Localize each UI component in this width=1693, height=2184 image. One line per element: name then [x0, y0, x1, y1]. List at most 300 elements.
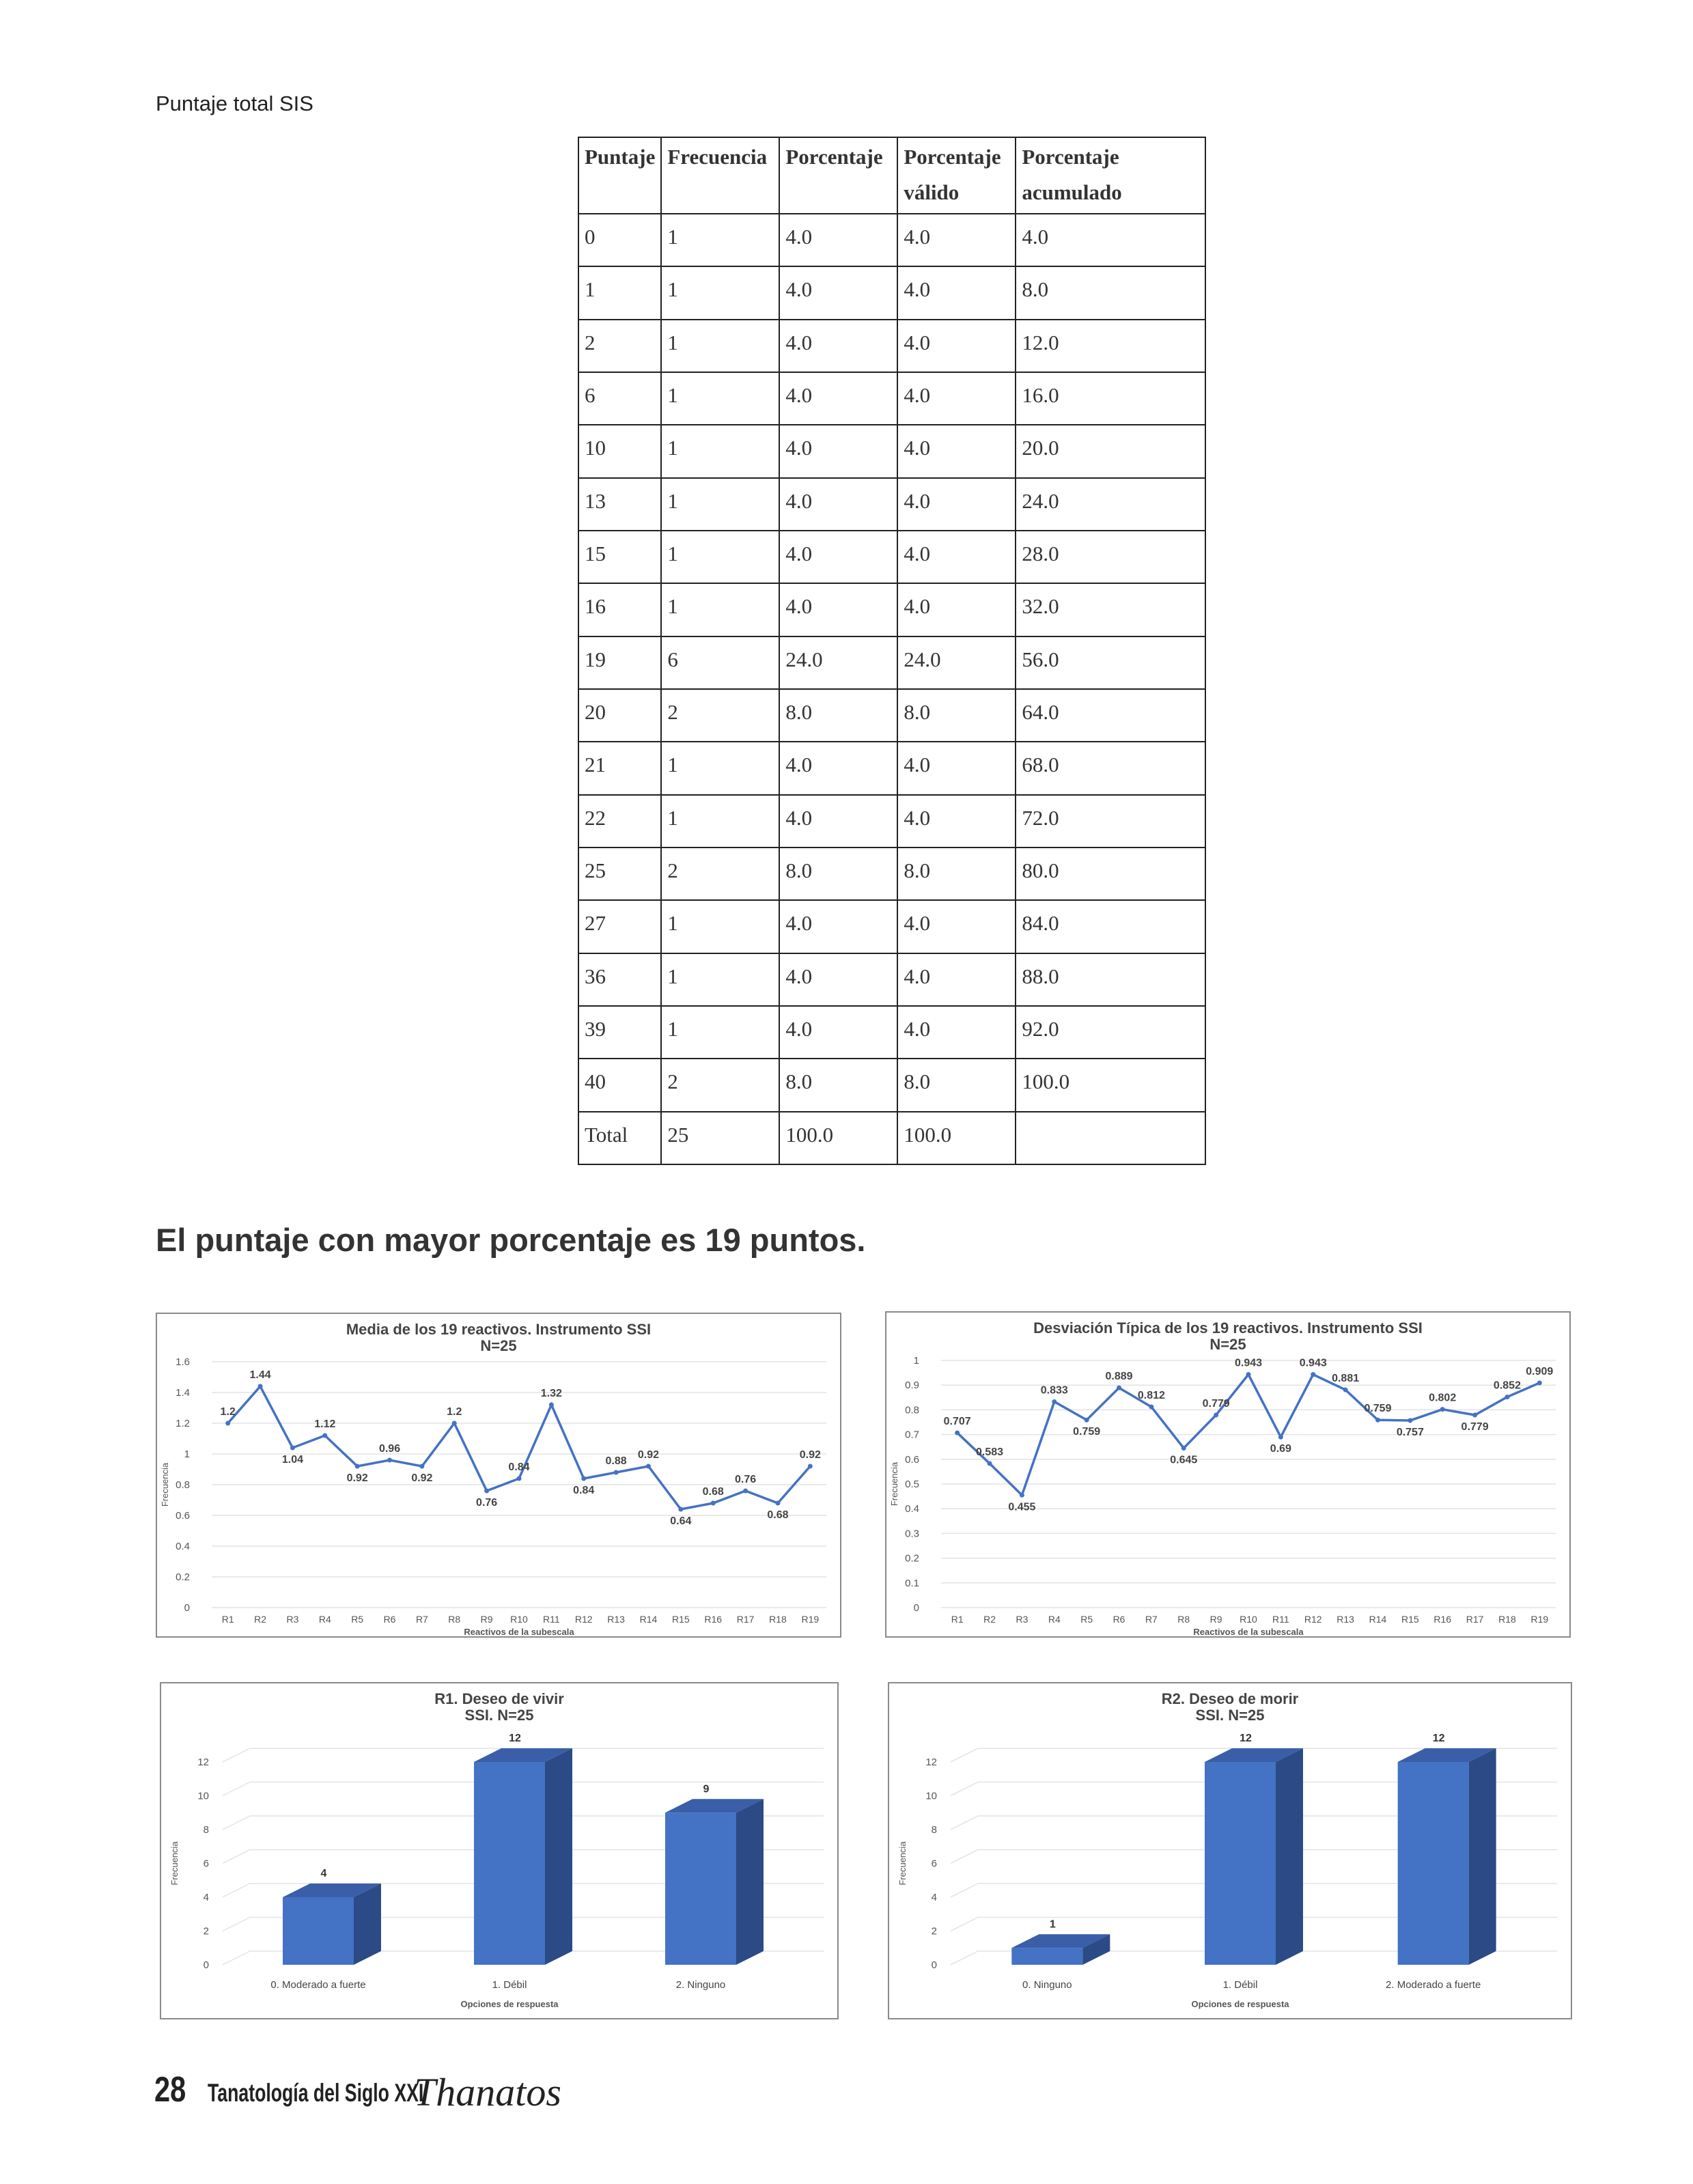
y-tick-label: 2: [203, 1925, 209, 1937]
table-cell: 4.0: [897, 795, 1016, 848]
data-label: 0.92: [346, 1472, 368, 1484]
table-cell: 88.0: [1016, 953, 1205, 1006]
conclusion-text: El puntaje con mayor porcentaje es 19 puntos.: [156, 1222, 866, 1258]
bar-side: [736, 1799, 764, 1965]
y-axis-label: Frecuencia: [897, 1841, 908, 1886]
table-row: [578, 372, 1205, 425]
bar: [474, 1762, 545, 1965]
data-label: 0.68: [702, 1486, 724, 1498]
data-point: [452, 1421, 457, 1426]
table-cell: 21: [578, 742, 661, 794]
data-label: 0.909: [1526, 1365, 1554, 1377]
header-porcentaje: Porcentaje: [779, 137, 897, 214]
table-cell: 2: [578, 320, 661, 372]
table-cell: 1: [661, 214, 779, 266]
table-row: [578, 953, 1205, 1006]
data-label: 1.44: [249, 1369, 271, 1381]
chart-title: Media de los 19 reactivos. Instrumento SSI: [346, 1321, 652, 1338]
table-cell: 4.0: [779, 478, 897, 531]
y-tick-label: 12: [197, 1756, 209, 1768]
data-label: 0.757: [1396, 1426, 1424, 1438]
header-porcentaje-acumulado: Porcentaje acumulado: [1016, 137, 1205, 214]
table-row: [578, 266, 1205, 319]
section-label: Puntaje total SIS: [156, 92, 313, 115]
table-cell: 4.0: [897, 900, 1016, 953]
table-cell: 4.0: [897, 214, 1016, 266]
table-row: [578, 795, 1205, 848]
y-tick-label: 2: [931, 1925, 937, 1937]
data-point: [1440, 1407, 1445, 1412]
data-label: 0.69: [1270, 1443, 1291, 1455]
table-cell: 4.0: [897, 425, 1016, 477]
y-tick-label: 0.3: [905, 1528, 919, 1540]
data-label: 9: [703, 1783, 710, 1795]
data-point: [775, 1501, 780, 1506]
chart-media-svg: [157, 1314, 840, 1636]
data-point: [1052, 1399, 1057, 1404]
data-point: [1149, 1405, 1153, 1410]
data-point: [355, 1464, 360, 1469]
table-cell: 4.0: [779, 320, 897, 372]
x-tick-label: R10: [1240, 1614, 1257, 1625]
x-tick-label: R8: [448, 1614, 461, 1625]
y-tick-label: 1.4: [176, 1387, 190, 1399]
x-tick-label: R15: [1401, 1614, 1419, 1625]
table-cell: 4.0: [779, 900, 897, 953]
data-point: [581, 1476, 586, 1481]
x-tick-label: R2: [254, 1614, 267, 1625]
data-point: [988, 1461, 992, 1466]
table-cell: 4.0: [897, 583, 1016, 636]
x-tick-label: 1. Débil: [492, 1979, 527, 1991]
table-cell: 1: [661, 266, 779, 319]
data-label: 0.68: [767, 1509, 789, 1521]
data-label: 12: [1432, 1733, 1445, 1744]
table-cell: 4.0: [779, 214, 897, 266]
data-label: 0.92: [799, 1449, 821, 1461]
table-cell: 4.0: [779, 425, 897, 477]
data-label: 1.32: [540, 1388, 562, 1399]
bar: [665, 1812, 736, 1965]
data-point: [955, 1431, 960, 1436]
bar: [283, 1897, 354, 1965]
data-point: [678, 1507, 683, 1512]
header-porcentaje-valido: Porcentaje válido: [897, 137, 1016, 214]
data-label: 0.84: [573, 1485, 595, 1496]
table-cell: 100.0: [779, 1112, 897, 1164]
table-cell: 92.0: [1016, 1006, 1205, 1059]
y-tick-label: 8: [931, 1824, 937, 1836]
data-point: [808, 1464, 813, 1469]
y-tick-label: 4: [203, 1892, 209, 1903]
table-cell: 4.0: [897, 478, 1016, 531]
x-tick-label: 2. Ninguno: [675, 1979, 726, 1991]
table-row: [578, 848, 1205, 900]
data-label: 0.583: [976, 1446, 1004, 1458]
table-cell: 4.0: [779, 372, 897, 425]
data-label: 1.04: [281, 1454, 303, 1466]
data-label: 0.759: [1073, 1426, 1101, 1438]
table-cell: 4.0: [897, 742, 1016, 794]
x-tick-label: R12: [1304, 1614, 1322, 1625]
x-axis-label: Opciones de respuesta: [1191, 1999, 1289, 2009]
chart-subtitle: N=25: [1209, 1336, 1246, 1353]
table-cell: 19: [578, 636, 661, 689]
y-tick-label: 10: [197, 1790, 209, 1802]
data-point: [484, 1489, 489, 1494]
x-tick-label: R13: [1337, 1614, 1354, 1625]
table-cell: 24.0: [1016, 478, 1205, 531]
data-point: [1117, 1386, 1121, 1390]
data-point: [1278, 1435, 1283, 1440]
data-label: 0.802: [1429, 1392, 1457, 1404]
table-row: [578, 689, 1205, 742]
data-point: [1020, 1493, 1024, 1498]
table-row: [578, 636, 1205, 689]
data-point: [1311, 1372, 1315, 1377]
table-cell: 2: [661, 848, 779, 900]
data-point: [614, 1470, 619, 1475]
y-tick-label: 10: [925, 1790, 937, 1802]
x-tick-label: 0. Ninguno: [1022, 1979, 1072, 1991]
x-tick-label: R19: [1530, 1614, 1549, 1625]
x-tick-label: R9: [480, 1614, 493, 1625]
data-point: [1505, 1395, 1509, 1399]
table-cell: 1: [661, 531, 779, 583]
table-cell: 4.0: [779, 953, 897, 1006]
x-tick-label: R13: [607, 1614, 625, 1625]
chart-media: [156, 1313, 841, 1638]
data-label: 0.84: [508, 1461, 530, 1473]
x-tick-label: R16: [1433, 1614, 1452, 1625]
table-row: [578, 320, 1205, 372]
data-label: 0.943: [1299, 1357, 1327, 1369]
y-tick-label: 0.8: [905, 1404, 919, 1416]
table-cell: 2: [661, 1059, 779, 1111]
table-cell: 100.0: [1016, 1059, 1205, 1111]
table-cell: 32.0: [1016, 583, 1205, 636]
table-row: [578, 478, 1205, 531]
y-axis-label: Frecuencia: [889, 1461, 899, 1507]
table-cell: 28.0: [1016, 531, 1205, 583]
x-tick-label: R4: [1048, 1614, 1061, 1625]
y-tick-label: 0: [931, 1959, 937, 1971]
x-tick-label: R11: [1272, 1614, 1289, 1625]
data-point: [646, 1464, 651, 1469]
bar-side: [1469, 1748, 1496, 1965]
data-label: 0.707: [943, 1416, 971, 1428]
x-tick-label: R18: [1498, 1614, 1516, 1625]
y-tick-label: 4: [931, 1892, 937, 1903]
table-cell: 68.0: [1016, 742, 1205, 794]
y-tick-label: 0.6: [176, 1510, 190, 1522]
x-tick-label: R1: [951, 1614, 964, 1625]
chart-subtitle: N=25: [480, 1337, 517, 1354]
table-cell: 1: [661, 425, 779, 477]
data-point: [711, 1501, 716, 1506]
table-cell: 4.0: [897, 266, 1016, 319]
table-cell: 1: [661, 1006, 779, 1059]
table-cell: 1: [661, 900, 779, 953]
table-cell: 4.0: [897, 531, 1016, 583]
data-point: [1408, 1418, 1412, 1423]
x-tick-label: R3: [286, 1614, 299, 1625]
y-tick-label: 0.7: [905, 1429, 919, 1441]
table-row: [578, 531, 1205, 583]
data-point: [387, 1458, 392, 1463]
x-tick-label: R17: [736, 1614, 755, 1625]
table-cell: 15: [578, 531, 661, 583]
y-tick-label: 0.2: [176, 1571, 190, 1583]
table-cell: 0: [578, 214, 661, 266]
table-cell: 8.0: [1016, 266, 1205, 319]
x-tick-label: R14: [1369, 1614, 1387, 1625]
bar-side: [1276, 1748, 1303, 1965]
table-cell: 1: [661, 372, 779, 425]
x-tick-label: R4: [318, 1614, 331, 1625]
table-cell: 1: [661, 583, 779, 636]
table-cell: 6: [578, 372, 661, 425]
y-tick-label: 0.2: [905, 1552, 919, 1565]
table-cell: 8.0: [897, 1059, 1016, 1111]
table-cell: 6: [661, 636, 779, 689]
data-label: 0.92: [637, 1449, 660, 1461]
table-cell: 8.0: [779, 848, 897, 900]
data-point: [1343, 1388, 1348, 1392]
data-point: [322, 1433, 327, 1438]
table-row: [578, 900, 1205, 953]
x-tick-label: R19: [801, 1614, 820, 1625]
chart-title: Desviación Típica de los 19 reactivos. Instrumento SSI: [1033, 1319, 1423, 1336]
data-point: [1537, 1380, 1542, 1385]
page-number: 28: [154, 2070, 186, 2110]
table-cell: 27: [578, 900, 661, 953]
table-cell: 25: [661, 1112, 779, 1164]
y-tick-label: 0.8: [176, 1479, 190, 1491]
table-cell: 4.0: [1016, 214, 1205, 266]
data-label: 0.645: [1170, 1454, 1198, 1466]
table-cell: 1: [661, 320, 779, 372]
header-frecuencia: Frecuencia: [661, 137, 779, 214]
data-label: 12: [509, 1733, 521, 1744]
data-label: 0.759: [1364, 1403, 1392, 1415]
table-cell: 4.0: [779, 531, 897, 583]
y-tick-label: 1: [913, 1355, 919, 1367]
y-tick-label: 0.6: [905, 1453, 919, 1466]
bar: [1205, 1762, 1276, 1965]
x-tick-label: R1: [221, 1614, 234, 1625]
table-cell: 20: [578, 689, 661, 742]
x-tick-label: 0. Moderado a fuerte: [270, 1979, 366, 1991]
chart-subtitle: SSI. N=25: [1195, 1707, 1265, 1724]
x-tick-label: R5: [351, 1614, 364, 1625]
table-cell: 56.0: [1016, 636, 1205, 689]
x-tick-label: R12: [574, 1614, 593, 1625]
table-cell: 12.0: [1016, 320, 1205, 372]
data-point: [743, 1489, 748, 1494]
table-cell: 8.0: [779, 1059, 897, 1111]
data-label: 0.76: [735, 1474, 757, 1485]
table-cell: 4.0: [779, 583, 897, 636]
table-cell: 2: [661, 689, 779, 742]
x-tick-label: R15: [671, 1614, 690, 1625]
x-axis-label: Reactivos de la subescala: [464, 1627, 574, 1636]
y-tick-label: 6: [203, 1858, 209, 1870]
data-point: [549, 1403, 554, 1408]
data-point: [290, 1446, 295, 1451]
table-cell: 24.0: [779, 636, 897, 689]
data-point: [517, 1476, 522, 1481]
table-cell: 10: [578, 425, 661, 477]
table-cell: 22: [578, 795, 661, 848]
table-row: [578, 1006, 1205, 1059]
y-tick-label: 0: [203, 1959, 209, 1971]
chart-r1: [160, 1682, 839, 2019]
table-cell: 4.0: [779, 795, 897, 848]
y-tick-label: 0.5: [905, 1479, 919, 1490]
data-label: 0.76: [476, 1497, 498, 1509]
data-label: 0.455: [1008, 1501, 1036, 1513]
data-point: [1214, 1413, 1218, 1418]
table-cell: Total: [578, 1112, 661, 1164]
chart-desviacion: [885, 1311, 1571, 1638]
table-row: [578, 425, 1205, 477]
x-tick-label: R16: [704, 1614, 723, 1625]
bar: [1011, 1948, 1082, 1965]
y-tick-label: 6: [931, 1858, 937, 1870]
data-point: [258, 1384, 263, 1389]
x-tick-label: R6: [383, 1614, 396, 1625]
x-tick-label: 2. Moderado a fuerte: [1386, 1979, 1481, 1991]
x-tick-label: R18: [769, 1614, 787, 1625]
data-label: 12: [1240, 1733, 1252, 1744]
y-axis-label: Frecuencia: [169, 1841, 180, 1886]
data-label: 1.12: [314, 1418, 336, 1430]
table-cell: 4.0: [897, 372, 1016, 425]
data-point: [1246, 1372, 1251, 1377]
bar-side: [545, 1748, 572, 1965]
y-tick-label: 0: [913, 1602, 919, 1614]
table-cell: 84.0: [1016, 900, 1205, 953]
table-cell: 24.0: [897, 636, 1016, 689]
table-cell: 8.0: [897, 689, 1016, 742]
chart-r2: [888, 1682, 1572, 2019]
table-header-row: [578, 137, 1205, 214]
table-cell: 4.0: [779, 1006, 897, 1059]
x-tick-label: R11: [543, 1614, 560, 1625]
table-row: [578, 1059, 1205, 1111]
table-cell: 4.0: [897, 953, 1016, 1006]
chart-desviacion-svg: [886, 1313, 1569, 1636]
y-tick-label: 0.9: [905, 1380, 919, 1392]
table-cell: 25: [578, 848, 661, 900]
table-cell: 1: [661, 478, 779, 531]
y-tick-label: 1.2: [176, 1418, 190, 1429]
bar-side: [354, 1884, 381, 1965]
y-tick-label: 1.6: [176, 1356, 190, 1368]
table-row: [578, 583, 1205, 636]
y-tick-label: 0: [184, 1602, 190, 1614]
brand-logo: Thanatos: [414, 2070, 561, 2114]
data-label: 0.881: [1332, 1373, 1360, 1385]
table-cell: 13: [578, 478, 661, 531]
y-tick-label: 8: [203, 1824, 209, 1836]
chart-subtitle: SSI. N=25: [464, 1707, 534, 1724]
data-label: 1: [1049, 1918, 1056, 1931]
x-tick-label: R9: [1209, 1614, 1222, 1625]
data-label: 0.812: [1137, 1390, 1165, 1402]
table-cell: 80.0: [1016, 848, 1205, 900]
x-tick-label: R6: [1113, 1614, 1125, 1625]
x-tick-label: R5: [1080, 1614, 1093, 1625]
data-label: 1.2: [447, 1406, 462, 1418]
x-tick-label: R17: [1466, 1614, 1484, 1625]
y-tick-label: 12: [925, 1756, 937, 1768]
table-cell: [1016, 1112, 1205, 1164]
table-cell: 8.0: [779, 689, 897, 742]
data-point: [1181, 1446, 1186, 1451]
table-row: [578, 1112, 1205, 1164]
data-label: 0.779: [1461, 1421, 1489, 1433]
header-puntaje: Puntaje: [578, 137, 661, 214]
bar: [1398, 1762, 1469, 1965]
data-label: 0.96: [378, 1443, 401, 1455]
x-tick-label: R7: [1145, 1614, 1158, 1625]
table-cell: 100.0: [897, 1112, 1016, 1164]
table-cell: 4.0: [897, 1006, 1016, 1059]
table-cell: 1: [661, 742, 779, 794]
table-cell: 16.0: [1016, 372, 1205, 425]
data-point: [419, 1464, 424, 1469]
table-row: [578, 214, 1205, 266]
chart-title: R2. Deseo de morir: [1161, 1690, 1299, 1707]
table-cell: 16: [578, 583, 661, 636]
x-tick-label: 1. Débil: [1222, 1979, 1258, 1991]
y-tick-label: 1: [184, 1448, 190, 1460]
y-tick-label: 0.1: [905, 1577, 919, 1589]
x-tick-label: R2: [983, 1614, 996, 1625]
data-label: 4: [320, 1868, 327, 1879]
y-axis-label: Frecuencia: [160, 1462, 170, 1507]
x-tick-label: R3: [1016, 1614, 1029, 1625]
chart-r1-svg: [161, 1683, 837, 2018]
x-axis-label: Opciones de respuesta: [460, 1999, 559, 2009]
chart-r2-svg: [889, 1683, 1571, 2018]
x-tick-label: R8: [1177, 1614, 1190, 1625]
x-tick-label: R14: [639, 1614, 658, 1625]
y-tick-label: 0.4: [176, 1541, 190, 1552]
x-axis-label: Reactivos de la subescala: [1193, 1627, 1304, 1636]
data-label: 0.852: [1493, 1380, 1521, 1392]
data-label: 0.779: [1202, 1398, 1230, 1410]
table-cell: 8.0: [897, 848, 1016, 900]
table-cell: 36: [578, 953, 661, 1006]
data-point: [225, 1421, 230, 1426]
table-cell: 39: [578, 1006, 661, 1059]
table-cell: 1: [661, 795, 779, 848]
y-tick-label: 0.4: [905, 1503, 919, 1515]
page-footer: [154, 2069, 561, 2117]
table-cell: 4.0: [779, 266, 897, 319]
data-point: [1375, 1418, 1380, 1423]
data-label: 0.889: [1105, 1371, 1133, 1383]
table-cell: 20.0: [1016, 425, 1205, 477]
table-cell: 64.0: [1016, 689, 1205, 742]
data-label: 0.64: [670, 1515, 692, 1527]
table-cell: 40: [578, 1059, 661, 1111]
table-cell: 1: [661, 953, 779, 1006]
data-label: 1.2: [220, 1406, 236, 1418]
